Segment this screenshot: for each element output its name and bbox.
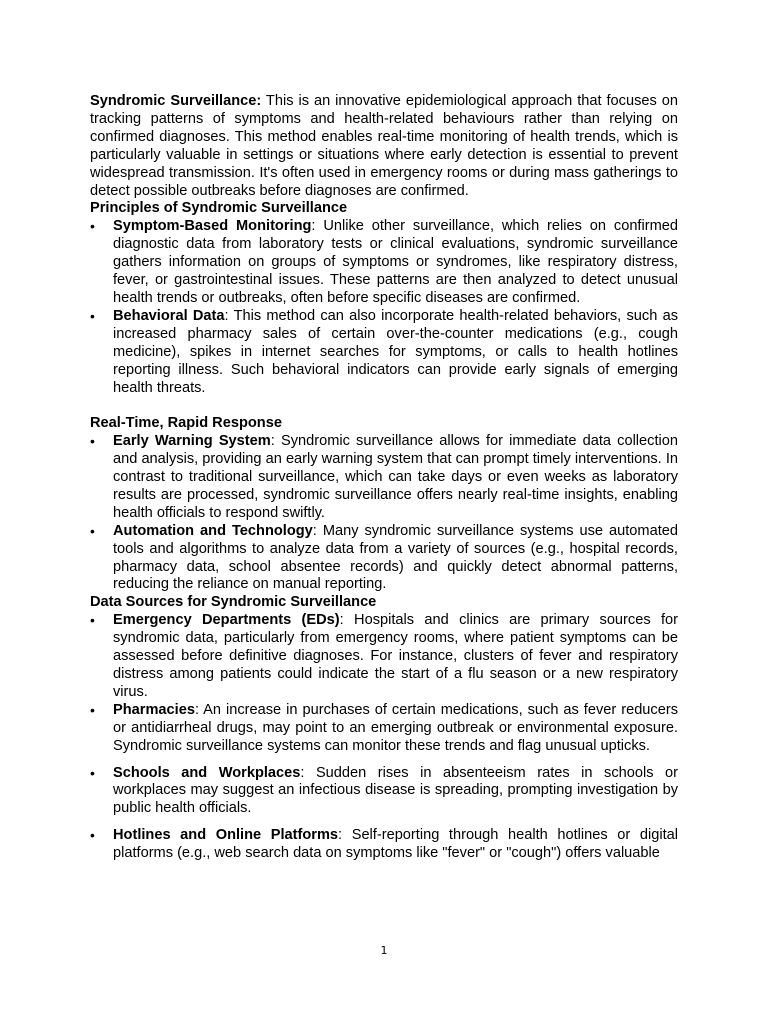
list-item-text: : Syndromic surveillance allows for immediate data collection and analysis, providing an early warning system that can prompt timely interventions. In contrast to traditional surveillance, which can take days or even weeks as laboratory results are processed, syndromic surveillance offers nearly real-time insights, enabling health officials to respond swiftly.: [113, 433, 678, 521]
list-item-term: Early Warning System: [113, 433, 271, 450]
list-item-term: Hotlines and Online Platforms: [113, 827, 339, 844]
principles-list: [90, 218, 678, 397]
list-item-term: Automation and Technology: [113, 522, 313, 539]
real-time-list: [90, 433, 678, 594]
list-item-text: : Unlike other surveillance, which relies on confirmed diagnostic data from laboratory tests or clinical evaluations, syndromic surveillance gathers information on groups of symptoms or syndromes, like respiratory distress, fever, or gastrointestinal issues. These patterns are then analyzed to detect unusual health trends or outbreaks, often before specific diseases are confirmed.: [113, 218, 678, 306]
section-heading-data-sources: Data Sources for Syndromic Surveillance: [90, 594, 377, 611]
document-page: [90, 93, 678, 863]
list-item: [90, 765, 678, 819]
intro-term: Syndromic Surveillance:: [90, 93, 262, 109]
intro-paragraph: [90, 93, 678, 200]
list-item-text: : Many syndromic surveillance systems use automated tools and algorithms to analyze data from a variety of sources (e.g., hospital records, pharmacy data, school absentee records) and quickly detect abnormal patterns, reducing the reliance on manual reporting.: [113, 522, 678, 593]
list-item-term: Emergency Departments (EDs): [113, 612, 340, 629]
list-item-text: : Sudden rises in absenteeism rates in schools or workplaces may suggest an infectious disease is spreading, prompting investigation by public health officials.: [113, 764, 678, 817]
list-item: [90, 523, 678, 595]
list-item: [90, 612, 678, 702]
list-item: [90, 702, 678, 756]
list-item-text: : This method can also incorporate health-related behaviors, such as increased pharmacy sales of certain over-the-counter medications (e.g., cough medicine), spikes in internet searches for symptoms, or calls to health hotlines reporting illness. Such behavioral indicators can provide early signals of emerging health threats.: [113, 307, 678, 396]
data-sources-list: [90, 612, 678, 863]
list-item-text: : An increase in purchases of certain medications, such as fever reducers or antidiarrheal drugs, may point to an emerging outbreak or environmental exposure. Syndromic surveillance systems can monitor these trends and flag unusual upticks.: [113, 701, 678, 754]
list-item-text: : Hospitals and clinics are primary sources for syndromic data, particularly from emergency rooms, where patient symptoms can be assessed before definitive diagnoses. For instance, clusters of fever and respiratory distress among patients could indicate the start of a flu season or a new respiratory virus.: [113, 612, 678, 700]
list-item-text: : Self-reporting through health hotlines or digital platforms (e.g., web search data on symptoms like "fever" or "cough") offers valuable: [113, 827, 678, 862]
list-item: [90, 218, 678, 308]
blank-line: [90, 397, 678, 415]
list-item-term: Pharmacies: [113, 701, 195, 718]
list-item-term: Behavioral Data: [113, 307, 225, 324]
list-item-term: Symptom-Based Monitoring: [113, 218, 312, 235]
list-item: [90, 827, 678, 863]
page-number: 1: [380, 944, 388, 957]
list-item: [90, 308, 678, 398]
list-item-term: Schools and Workplaces: [113, 764, 301, 781]
list-item: [90, 433, 678, 523]
intro-text: This is an innovative epidemiological approach that focuses on tracking patterns of symptoms and health-related behaviours rather than relying on confirmed diagnoses. This method enables real-time monitoring of health trends, which is particularly valuable in settings or situations where early detection is essential to prevent widespread transmission. It's often used in emergency rooms or during mass gatherings to detect possible outbreaks before diagnoses are confirmed.: [90, 93, 678, 199]
section-heading-principles: Principles of Syndromic Surveillance: [90, 200, 348, 217]
section-heading-real-time: Real-Time, Rapid Response: [90, 415, 282, 432]
